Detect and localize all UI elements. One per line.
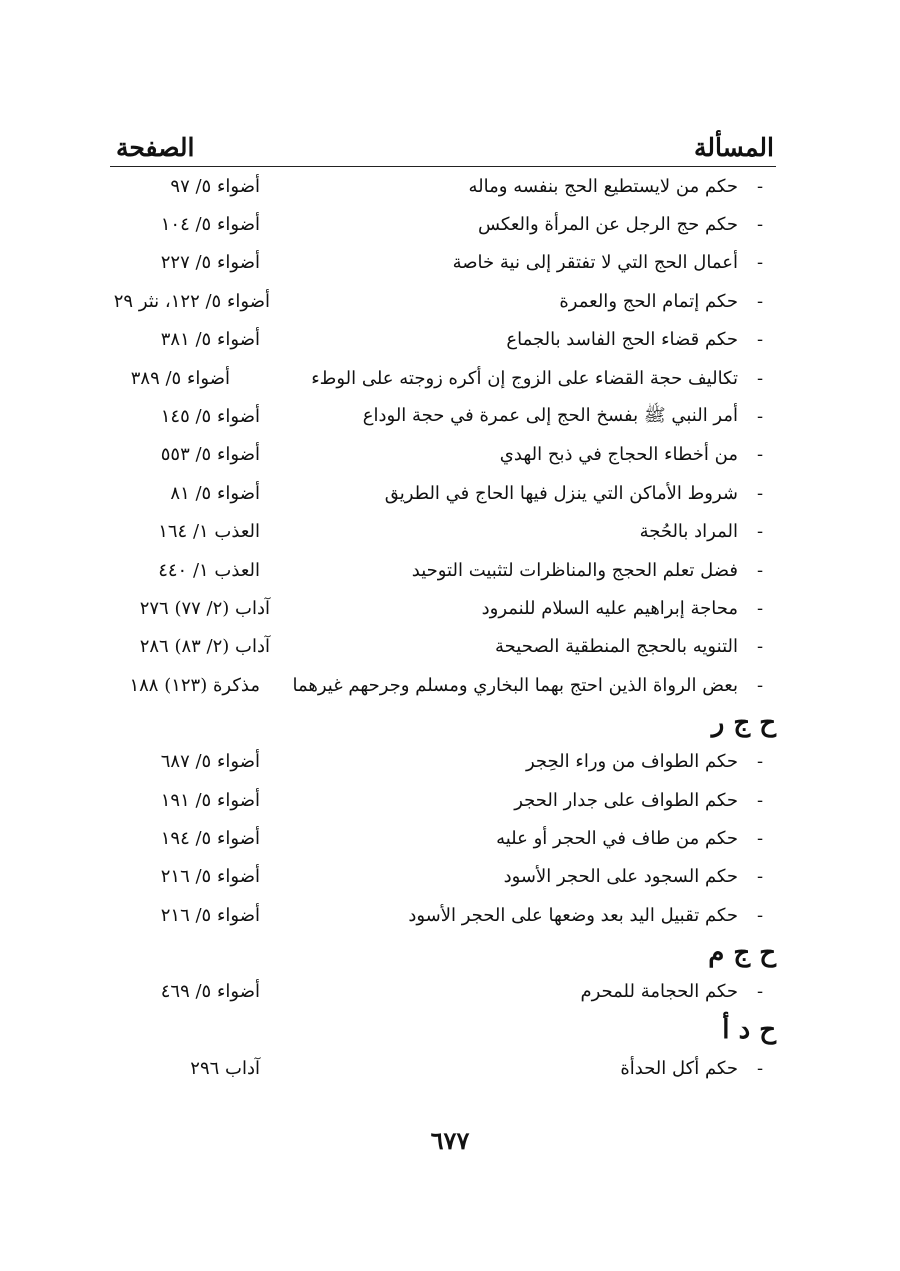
entry-reference: أضواء ٥/ ٣٨١: [160, 329, 260, 351]
list-item: [110, 397, 776, 435]
entry-reference: أضواء ٥/ ١٤٥: [160, 406, 260, 428]
page-number: ٦٧٧: [430, 1126, 470, 1155]
bullet-dash: -: [756, 252, 764, 274]
list-item: [110, 896, 776, 934]
bullet-dash: -: [756, 827, 764, 849]
list-item: [110, 589, 776, 627]
bullet-dash: -: [756, 866, 764, 888]
entry-reference: أضواء ٥/ ٣٨٩: [130, 367, 230, 389]
bullet-dash: -: [756, 290, 764, 312]
bullet-dash: -: [756, 175, 764, 197]
entry-reference: أضواء ٥/ ١٢٢، نثر ٢٩: [113, 290, 270, 312]
table-header: [110, 120, 776, 167]
entry-reference: العذب ١/ ٤٤٠: [158, 559, 260, 581]
header-issue: المسألة: [694, 133, 774, 162]
entry-topic: شروط الأماكن التي ينزل فيها الحاج في الطريق: [384, 482, 738, 504]
list-item: [110, 321, 776, 359]
entry-reference: آداب (٢/ ٨٣) ٢٨٦: [139, 636, 270, 658]
bullet-dash: -: [756, 214, 764, 236]
bullet-dash: -: [756, 751, 764, 773]
list-item: [110, 819, 776, 857]
bullet-dash: -: [756, 329, 764, 351]
entry-topic: التنويه بالحجج المنطقية الصحيحة: [495, 636, 738, 658]
bullet-dash: -: [756, 981, 764, 1003]
section-heading: ح ج م: [708, 938, 776, 969]
entry-topic: حكم من لايستطيع الحج بنفسه وماله: [468, 175, 738, 197]
list-item: [110, 513, 776, 551]
bullet-dash: -: [756, 559, 764, 581]
bullet-dash: -: [756, 904, 764, 926]
entry-reference: مذكرة (١٢٣) ١٨٨: [129, 674, 260, 696]
entry-reference: آداب ٢٩٦: [190, 1057, 260, 1079]
bullet-dash: -: [756, 444, 764, 466]
entry-topic: محاجة إبراهيم عليه السلام للنمرود: [481, 597, 738, 619]
entry-reference: العذب ١/ ١٦٤: [158, 521, 260, 543]
list-item: [110, 628, 776, 666]
entry-topic: حكم الطواف من وراء الحِجر: [526, 751, 738, 773]
bullet-dash: -: [756, 367, 764, 389]
entry-reference: أضواء ٥/ ١٠٤: [160, 214, 260, 236]
section-heading: ح د أ: [722, 1014, 776, 1045]
entry-topic: المراد بالحُجة: [639, 521, 738, 543]
list-item: [110, 436, 776, 474]
entry-topic: حكم من طاف في الحجر أو عليه: [496, 827, 738, 849]
list-item: [110, 742, 776, 780]
bullet-dash: -: [756, 406, 764, 428]
entry-topic: حكم الحجامة للمحرم: [580, 981, 738, 1003]
entry-topic: حكم قضاء الحج الفاسد بالجماع: [506, 329, 738, 351]
entry-topic: فضل تعلم الحجج والمناظرات لتثبيت التوحيد: [411, 559, 738, 581]
entry-reference: أضواء ٥/ ٤٦٩: [160, 981, 260, 1003]
list-item: [110, 205, 776, 243]
index-list: [110, 167, 776, 1087]
header-page: الصفحة: [116, 133, 195, 162]
entry-topic: حكم إتمام الحج والعمرة: [559, 290, 738, 312]
bullet-dash: -: [756, 482, 764, 504]
list-item: [110, 972, 776, 1010]
entry-reference: أضواء ٥/ ٢٢٧: [160, 252, 260, 274]
bullet-dash: -: [756, 597, 764, 619]
entry-reference: أضواء ٥/ ١٩٤: [160, 827, 260, 849]
list-item: [110, 1049, 776, 1087]
list-item: [110, 282, 776, 320]
entry-topic: حكم السجود على الحجر الأسود: [503, 866, 738, 888]
list-item: [110, 359, 776, 397]
entry-topic: من أخطاء الحجاج في ذبح الهدي: [499, 444, 738, 466]
entry-topic: تكاليف حجة القضاء على الزوج إن أكره زوجته على الوطء: [311, 367, 738, 389]
entry-reference: أضواء ٥/ ١٩١: [160, 789, 260, 811]
entry-reference: أضواء ٥/ ٦٨٧: [160, 751, 260, 773]
list-item: [110, 781, 776, 819]
bullet-dash: -: [756, 789, 764, 811]
bullet-dash: -: [756, 674, 764, 696]
entry-topic: حكم أكل الحدأة: [620, 1057, 738, 1079]
list-item: [110, 666, 776, 704]
bullet-dash: -: [756, 636, 764, 658]
index-page: [110, 120, 776, 1087]
entry-topic: حكم حج الرجل عن المرأة والعكس: [477, 214, 738, 236]
entry-reference: آداب (٢/ ٧٧) ٢٧٦: [139, 597, 270, 619]
section-heading: ح ج ر: [711, 708, 776, 739]
entry-reference: أضواء ٥/ ٢١٦: [160, 904, 260, 926]
entry-reference: أضواء ٥/ ٥٥٣: [160, 444, 260, 466]
bullet-dash: -: [756, 521, 764, 543]
entry-reference: أضواء ٥/ ٩٧: [170, 175, 260, 197]
entry-topic: بعض الرواة الذين احتج بهما البخاري ومسلم وجرحهم غيرهما: [292, 674, 738, 696]
list-item: [110, 474, 776, 512]
list-item: [110, 858, 776, 896]
entry-reference: أضواء ٥/ ٨١: [170, 482, 260, 504]
bullet-dash: -: [756, 1057, 764, 1079]
list-item: [110, 244, 776, 282]
entry-topic: حكم تقبيل اليد بعد وضعها على الحجر الأسود: [408, 904, 738, 926]
entry-topic: أمر النبي ﷺ بفسخ الحج إلى عمرة في حجة الوداع: [362, 404, 738, 426]
list-item: [110, 551, 776, 589]
entry-topic: أعمال الحج التي لا تفتقر إلى نية خاصة: [452, 252, 738, 274]
entry-topic: حكم الطواف على جدار الحجر: [514, 789, 738, 811]
list-item: [110, 167, 776, 205]
entry-reference: أضواء ٥/ ٢١٦: [160, 866, 260, 888]
